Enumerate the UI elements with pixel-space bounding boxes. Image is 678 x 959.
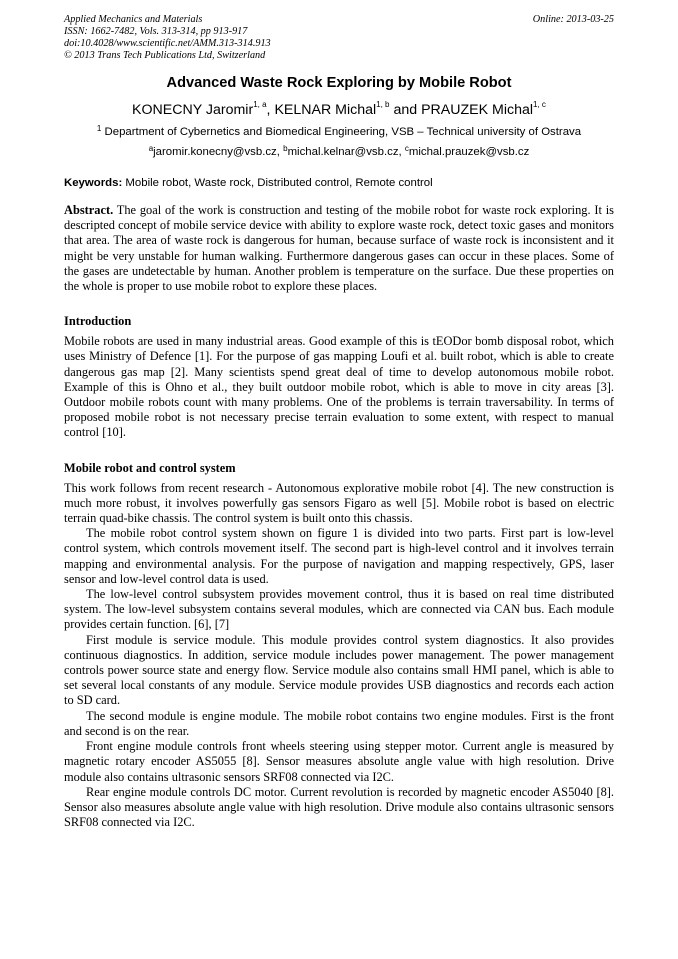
body-paragraph: First module is service module. This module provides control system diagnostics. It also provides continuous diagnostics. In addition, service module includes power management. The power management controls power source state and energy flow. Service module also contains small HMI panel, which is able to set several local constants of any module. Service module provides USB diagnostics and records each action to SD card. — [64, 632, 614, 708]
introduction-paragraph: Mobile robots are used in many industrial areas. Good example of this is tEODor bomb disposal robot, which uses Ministry of Defence [1]. For the purpose of gas mapping Loufi et al. built robot, which is able to create dangerous gas map [2]. Many scientists spend great deal of time to develop autonomous mobile robot. Example of this is Ohno et al., they built outdoor mobile robot, which is able to move in city areas [3]. Outdoor mobile robots count with many problems. One of the problems is terrain traversability. In terms of proposed mobile robot is not necessary precise terrain evaluation to some extent, with respect to manual control [10]. — [64, 334, 614, 440]
author-superscript: 1, c — [533, 100, 546, 109]
email-link[interactable]: michal.kelnar@vsb.cz — [287, 146, 399, 158]
body-paragraph: The low-level control subsystem provides movement control, thus it is based on real time distributed system. The low-level subsystem contains several modules, which are connected via CAN bus. Each module provides certain function. [6], [7] — [64, 587, 614, 632]
keywords — [64, 177, 614, 189]
author-superscript: 1, a — [253, 100, 267, 109]
section-heading-mobile-robot: Mobile robot and control system — [64, 460, 236, 475]
author-name: KONECNY Jaromir — [132, 102, 254, 118]
paper-title: Advanced Waste Rock Exploring by Mobile Robot — [166, 75, 512, 91]
section-heading-introduction: Introduction — [64, 314, 132, 329]
paper-page — [64, 14, 614, 830]
author-emails: $^a$jaromir.konecny@vsb.cz, $^b$michal.kelnar@vsb.cz, $^c$michal.prauzek@vsb.cz — [148, 144, 530, 158]
body-paragraph: Front engine module controls front wheels steering using stepper motor. Current angle is measured by magnetic rotary encoder AS5055 [8]. Sensor measures absolute angle value with high resolution. Drive module also contains ultrasonic sensors SRF08 connected via I2C. — [64, 739, 614, 784]
body-paragraph: The mobile robot control system shown on figure 1 is divided into two parts. First part is low-level control system, which controls movement itself. The second part is high-level control and it involves terrain mapping and environmental analysis. For the purpose of navigation and mapping respectively, GPS, laser sensor and low-level control data is used. — [64, 526, 614, 586]
author-superscript: 1, b — [376, 100, 390, 109]
issn-line: ISSN: 1662-7482, Vols. 313-314, pp 913-917 — [64, 26, 248, 37]
abstract-text: The goal of the work is construction and testing of the mobile robot for waste rock exploring. It is descripted concept of mobile service device with ability to explore waste rock, detect toxic gases and monitors that area. The area of waste rock is dangerous for human, because surface of waste rock is inconsistent and it might be very unstable for human walking. Furthermore dangerous gases can occur in these places. Some of the gases are undetectable by human. Another problem is temperature on the surface. Due these properties on the whole is proper to use mobile robot to explore these places. — [64, 203, 614, 294]
email-link[interactable]: jaromir.konecny@vsb.cz — [153, 146, 277, 158]
copyright-line: © 2013 Trans Tech Publications Ltd, Switzerland — [64, 50, 266, 61]
author-name: PRAUZEK Michal — [421, 102, 534, 118]
abstract — [64, 203, 614, 294]
keywords-text: Mobile robot, Waste rock, Distributed control, Remote control — [125, 177, 433, 189]
author-list: KONECNY Jaromir$^{1, a}$, KELNAR Michal$^{1, b}$ and PRAUZEK Michal$^{1, c}$ — [132, 100, 546, 118]
affiliation: $^1$ Department of Cybernetics and Biomedical Engineering, VSB – Technical university of Ostrava — [96, 124, 582, 138]
journal-header — [64, 14, 614, 62]
body-paragraph: Rear engine module controls DC motor. Current revolution is recorded by magnetic encoder AS5040 [8]. Sensor also measures absolute angle value with high resolution. Drive module also contains ultrasonic sensors SRF08 connected via I2C. — [64, 784, 614, 830]
keywords-label: Keywords: — [64, 177, 123, 189]
body-paragraph: The second module is engine module. The mobile robot contains two engine modules. First is the front and second is on the rear. — [64, 708, 614, 738]
body-paragraph: This work follows from recent research - Autonomous explorative mobile robot [4]. The new construction is much more robust, it involves powerfully gas sensors Figaro as well [5]. Mobile robot is based on electric terrain quad-bike chassis. The control system is built onto this chassis. — [64, 480, 614, 526]
online-date: Online: 2013-03-25 — [532, 14, 614, 25]
abstract-label: Abstract. — [64, 203, 114, 217]
doi-line: doi:10.4028/www.scientific.net/AMM.313-314.913 — [64, 38, 271, 49]
author-name: KELNAR Michal — [274, 102, 377, 118]
email-link[interactable]: michal.prauzek@vsb.cz — [408, 146, 530, 158]
journal-name: Applied Mechanics and Materials — [64, 14, 203, 25]
